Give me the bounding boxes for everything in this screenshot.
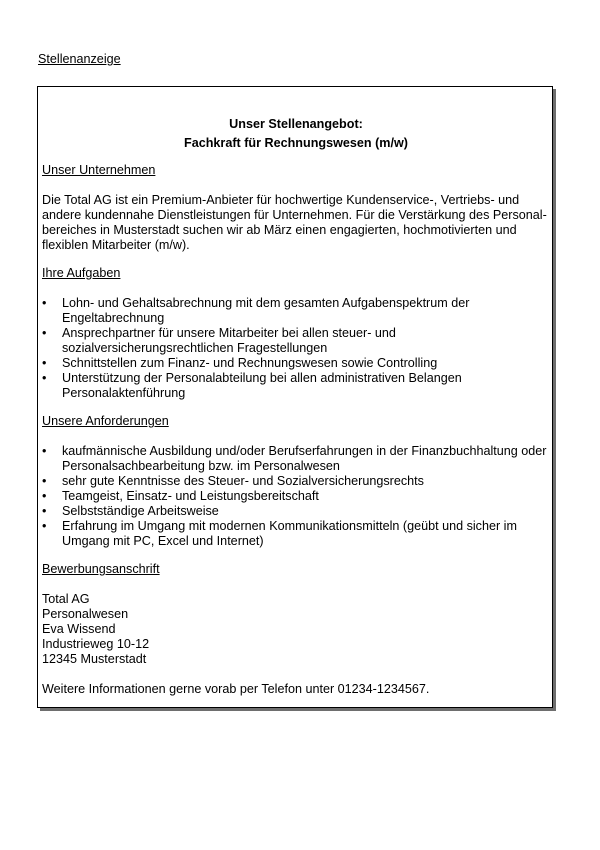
job-title xyxy=(42,115,550,153)
bullet-icon: • xyxy=(42,474,47,488)
requirement-text: sehr gute Kenntnisse des Steuer- und Sozialversicherungsrechts xyxy=(62,474,424,488)
list-item xyxy=(42,326,550,356)
list-item xyxy=(42,444,550,474)
contact-info: Weitere Informationen gerne vorab per Telefon unter 01234-1234567. xyxy=(42,682,430,696)
requirements-list xyxy=(42,444,550,549)
job-ad-content xyxy=(42,115,550,697)
bullet-icon: • xyxy=(42,519,47,533)
list-item xyxy=(42,356,550,371)
requirement-text: kaufmännische Ausbildung und/oder Berufserfahrungen in der Finanzbuchhaltung oder Personalsachbearbeitung bzw. im Personalwesen xyxy=(62,444,547,473)
address-company: Total AG xyxy=(42,592,90,606)
company-heading: Unser Unternehmen xyxy=(42,163,156,177)
bullet-icon: • xyxy=(42,296,47,310)
bullet-icon: • xyxy=(42,489,47,503)
job-title-line2: Fachkraft für Rechnungswesen (m/w) xyxy=(184,136,408,150)
document-label: Stellenanzeige xyxy=(38,52,121,66)
list-item xyxy=(42,519,550,549)
requirements-heading: Unsere Anforderungen xyxy=(42,414,169,428)
address-heading: Bewerbungsanschrift xyxy=(42,562,160,576)
address-street: Industrieweg 10-12 xyxy=(42,637,150,651)
job-ad-frame xyxy=(37,86,553,708)
company-description: Die Total AG ist ein Premium-Anbieter für hochwertige Kundenservice-, Vertriebs- und andere kundennahe Dienstleistungen für Unternehmen. Für die Verstärkung des Personal-bereiches in Musterstadt suchen wir ab März einen engagierten, hochmotivierten und flexiblen Mitarbeiter (m/w). xyxy=(42,193,547,252)
task-text: Lohn- und Gehaltsabrechnung mit dem gesamten Aufgabenspektrum der Engeltabrechnung xyxy=(62,296,470,325)
tasks-list xyxy=(42,296,550,401)
address-department: Personalwesen xyxy=(42,607,129,621)
bullet-icon: • xyxy=(42,504,47,518)
job-title-line1: Unser Stellenangebot: xyxy=(229,117,363,131)
requirement-text: Erfahrung im Umgang mit modernen Kommunikationsmitteln (geübt und sicher im Umgang mit PC, Excel und Internet) xyxy=(62,519,517,548)
list-item xyxy=(42,504,550,519)
address-contact-person: Eva Wissend xyxy=(42,622,116,636)
bullet-icon: • xyxy=(42,356,47,370)
task-text: Unterstützung der Personalabteilung bei allen administrativen Belangen Personalaktenführung xyxy=(62,371,462,400)
list-item xyxy=(42,371,550,401)
application-address xyxy=(42,592,550,667)
list-item xyxy=(42,296,550,326)
bullet-icon: • xyxy=(42,326,47,340)
requirement-text: Teamgeist, Einsatz- und Leistungsbereitschaft xyxy=(62,489,319,503)
bullet-icon: • xyxy=(42,371,47,385)
list-item xyxy=(42,489,550,504)
requirement-text: Selbstständige Arbeitsweise xyxy=(62,504,219,518)
bullet-icon: • xyxy=(42,444,47,458)
tasks-heading: Ihre Aufgaben xyxy=(42,266,121,280)
task-text: Schnittstellen zum Finanz- und Rechnungswesen sowie Controlling xyxy=(62,356,438,370)
list-item xyxy=(42,474,550,489)
address-city: 12345 Musterstadt xyxy=(42,652,147,666)
task-text: Ansprechpartner für unsere Mitarbeiter bei allen steuer- und sozialversicherungsrechtlichen Fragestellungen xyxy=(62,326,396,355)
